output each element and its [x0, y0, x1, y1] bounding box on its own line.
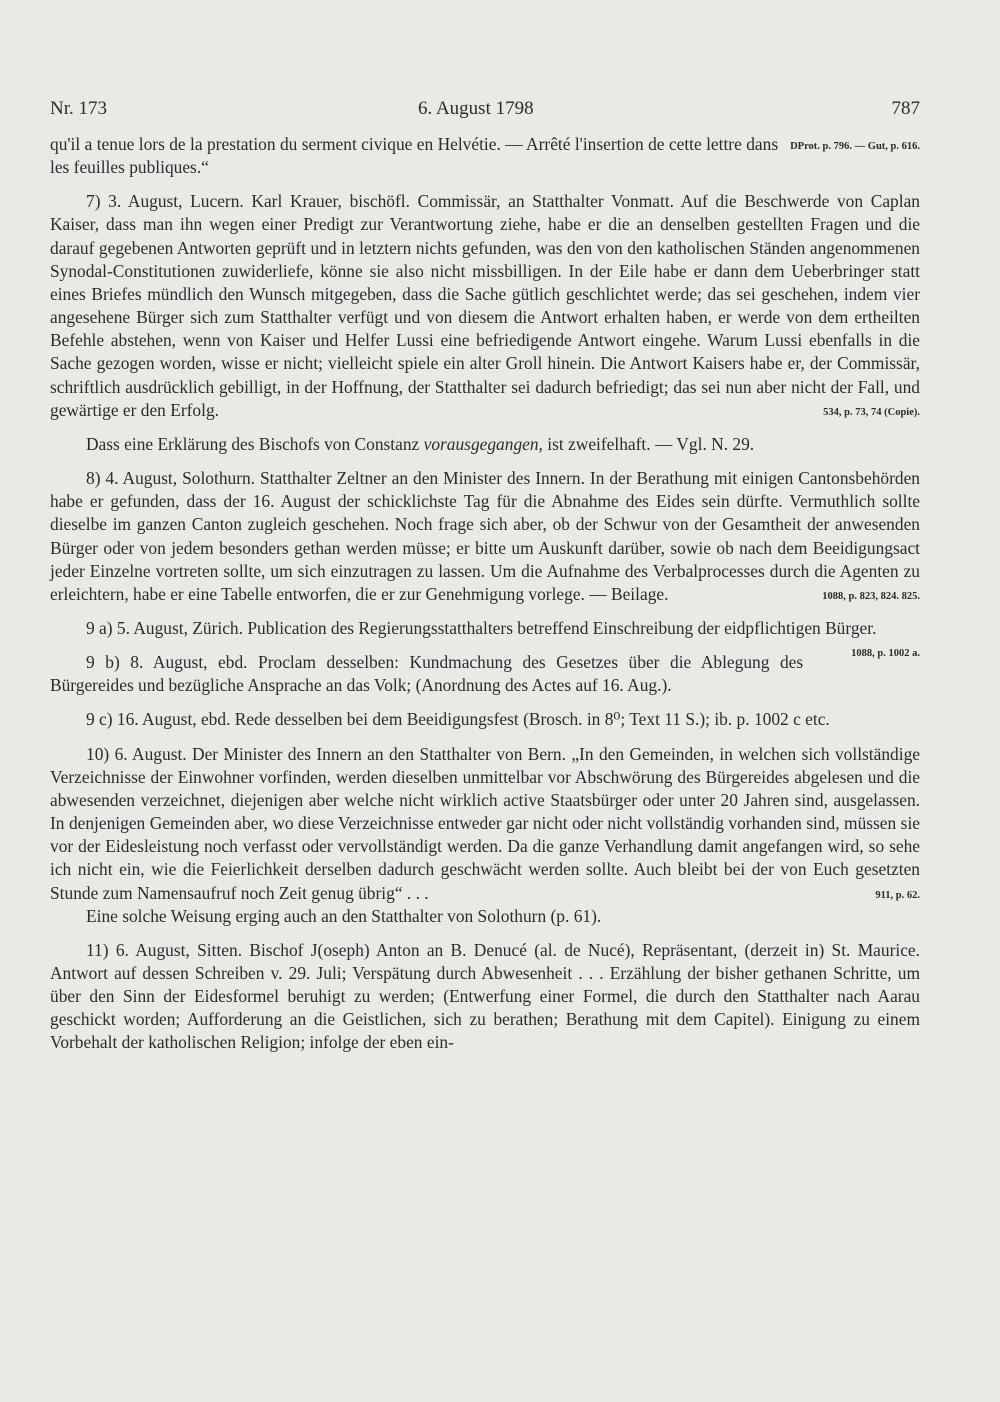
page-header [50, 98, 920, 128]
paragraph-text: 10) 6. August. Der Minister des Innern an den Statthalter von Bern. „In den Gemeinden, in welchen sich vollständige Verzeichnisse der Einwohner vorfinden, werden dieselben unmittelbar vor Abschwörung des Bürgereides abgelesen und die abwesenden verzeichnet, diejenigen aber welche nicht wirklich active Staatsbürger oder unter 20 Jahren sind, ausgelassen. In denjenigen Gemeinden aber, wo diese Verzeichnisse entweder gar nicht oder nicht vollständig vorhanden sind, müssen sie vor der Eidesleistung noch verfasst oder vervollständigt werden. Da die ganze Verhandlung damit angefangen wird, so sehe ich nicht ein, wie die Feierlichkeit derselben dadurch geschwächt werden sollte. Auch bleibt bei der von Euch gesetzten Stunde zum Namensaufruf noch Zeit genug übrig“ . . . [50, 743, 920, 903]
entry-9b [50, 651, 920, 697]
paragraph-text: 11) 6. August, Sitten. Bischof J(oseph) Anton an B. Denucé (al. de Nucé), Repräsentant, (derzeit in) St. Maurice. Antwort auf dessen Schreiben v. 29. Juli; Verspätung durch Abwesenheit . . . Erzählung der bisher gethanen Schritte, um über den Sinn der Eidesformel beruhigt zu werden; (Entwerfung einer Formel, die durch den Statthalter nach Aarau geschickt worden; Aufforderung an die Geistlichen, sich zu berathen; Berathung mit dem Capitel). Einigung zu einem Vorbehalt der katholischen Religion; infolge der eben ein- [50, 939, 920, 1053]
note-paragraph-2 [50, 905, 920, 928]
source-reference: 1088, p. 1002 a. [851, 648, 920, 660]
paragraph-text: qu'il a tenue lors de la prestation du serment civique en Helvétie. — Arrêté l'insertion de cette lettre dans les feuilles publiques.“ [50, 134, 779, 178]
paragraph-text: 9 b) 8. August, ebd. Proclam desselben: Kundmachung des Gesetzes über die Ablegung des Bürgereides und bezügliche Ansprache an das Volk; (Anordnung des Actes auf 16. Aug.). [50, 652, 804, 696]
source-reference: 911, p. 62. [875, 889, 920, 901]
source-reference: DProt. p. 796. — Gut, p. 616. [790, 141, 920, 152]
paragraph-text: 9 c) 16. August, ebd. Rede desselben bei dem Beeidigungsfest (Brosch. in 8⁰; Text 11 S.); ib. p. 1002 c etc. [86, 709, 830, 730]
paragraph-text: 8) 4. August, Solothurn. Statthalter Zeltner an den Minister des Innern. In der Berathung mit einigen Cantonsbehörden habe er gefunden, dass der 16. August der schicklichste Tag für die Abnahme des Eides sein dürfte. Vermuthlich sollte dieselbe im ganzen Canton zugleich geschehen. Noch frage sich aber, ob der Schwur von der Gesamtheit der anwesenden Bürger oder von jedem besonders gethan werden müsse; er bitte um Auskunft darüber, sowie ob nach dem Beeidigungsact jeder Einzelne vortreten sollte, um sich einzutragen zu lassen. Um die Aufnahme des Verbalprocesses durch die Agenten zu erleichtern, habe er eine Tabelle entworfen, die er zur Genehmigung vorlege. — Beilage. [50, 468, 920, 604]
page-body [50, 133, 920, 1066]
entry-7 [50, 190, 920, 422]
document-number: Nr. 173 [50, 98, 107, 119]
paragraph-text: Dass eine Erklärung des Bischofs von Constanz [86, 433, 424, 454]
paragraph-text: Eine solche Weisung erging auch an den Statthalter von Solothurn (p. 61). [86, 905, 602, 926]
italic-phrase: vorausgegangen, [423, 433, 543, 454]
entry-10 [50, 743, 920, 905]
note-paragraph [50, 433, 920, 456]
entry-9a [50, 617, 920, 660]
source-reference: 1088, p. 823, 824. 825. [822, 590, 920, 602]
page-number: 787 [891, 98, 920, 119]
entry-9c [50, 708, 920, 731]
entry-8 [50, 467, 920, 606]
source-reference: 534, p. 73, 74 (Copie). [823, 406, 920, 418]
paragraph-text: 9 a) 5. August, Zürich. Publication des Regierungsstatthalters betreffend Einschreibung der eidpflichtigen Bürger. [86, 617, 877, 638]
document-date: 6. August 1798 [418, 98, 534, 119]
paragraph-text: 7) 3. August, Lucern. Karl Krauer, bischöfl. Commissär, an Statthalter Vonmatt. Auf die Beschwerde von Caplan Kaiser, dass man ihn wegen einer Predigt zur Verantwortung ziehe, habe er die an denselben gestellten Fragen und die darauf gegebenen Antworten geprüft und in letztern nichts gefunden, was den von den katholischen Ständen angenommenen Synodal-Constitutionen zuwiderliefe, könne sie also nicht missbilligen. In der Eile habe er dann dem Ueberbringer statt eines Briefes mündlich den Wunsch mitgegeben, dass die Sache gütlich geschlichtet werde; das sei geschehen, indem vier angesehene Bürger sich zum Statthalter verfügt und von diesem die Antwort erhalten haben, er werde von dem ertheilten Befehle abstehen, wenn von Kaiser und Helfer Lussi eine befriedigende Antwort eingehe. Warum Lussi ebenfalls in die Sache gezogen worden, wisse er nicht; vielleicht spiele ein alter Groll hinein. Die Antwort Kaisers habe er, der Commissär, schriftlich ausdrücklich gebilligt, in der Hoffnung, der Statthalter sei dadurch befriedigt; das sei nun aber nicht der Fall, und gewärtige er den Erfolg. [50, 191, 920, 420]
entry-11 [50, 939, 920, 1055]
paragraph-text: ist zweifelhaft. — Vgl. N. 29. [542, 433, 755, 454]
paragraph-continuation [50, 133, 920, 179]
